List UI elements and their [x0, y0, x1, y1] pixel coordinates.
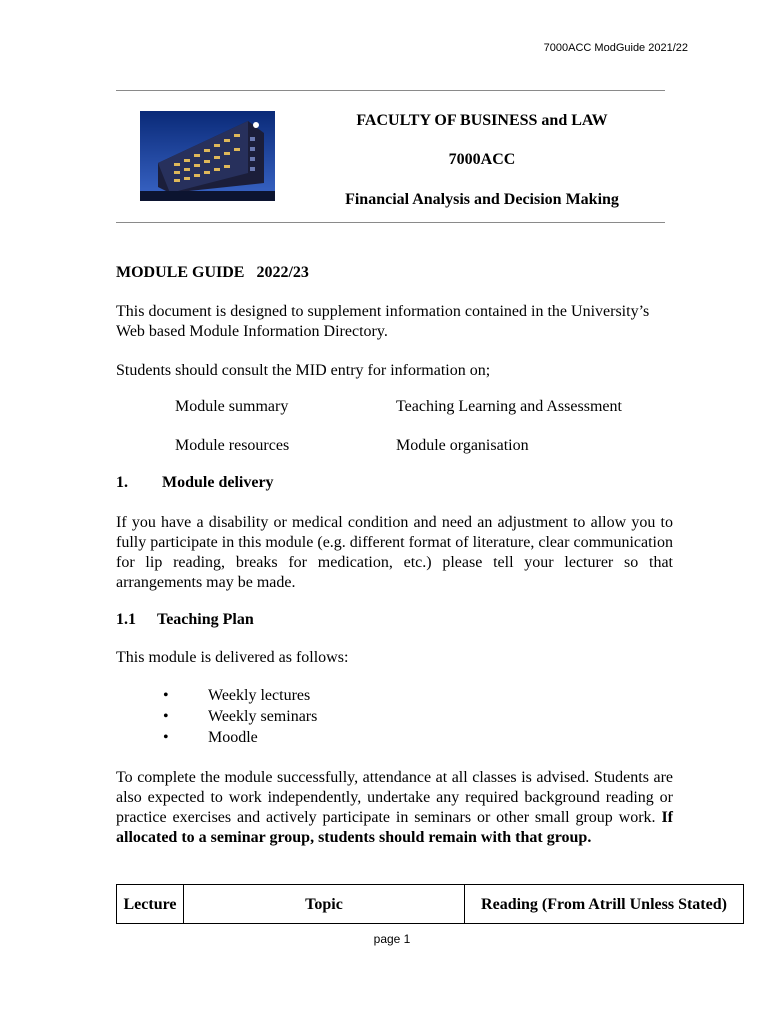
mid-item-module-resources: Module resources	[175, 437, 290, 454]
mid-item-module-organisation: Module organisation	[396, 437, 529, 454]
mid-item-teaching-learning: Teaching Learning and Assessment	[396, 398, 622, 415]
section-1-1-title: Teaching Plan	[157, 611, 254, 628]
table-header-topic: Topic	[184, 885, 465, 924]
section-1-1-number: 1.1	[116, 611, 136, 628]
module-name: Financial Analysis and Decision Making	[345, 191, 619, 208]
bullet-weekly-lectures: Weekly lectures	[208, 687, 311, 704]
page-number: page 1	[373, 932, 411, 946]
module-guide-heading: MODULE GUIDE 2022/23	[116, 264, 309, 281]
bullet-dot: •	[163, 687, 169, 704]
module-code: 7000ACC	[448, 151, 516, 168]
top-rule	[116, 90, 665, 91]
faculty-title: FACULTY OF BUSINESS and LAW	[356, 112, 608, 129]
table-header-row	[117, 885, 744, 924]
reading-table	[116, 884, 744, 924]
table-header-lecture: Lecture	[117, 885, 184, 924]
bullet-weekly-seminars: Weekly seminars	[208, 708, 318, 725]
seminar-group-note: If allocated to a seminar group, students should remain with that group.	[116, 809, 673, 846]
intro-paragraph: This document is designed to supplement information contained in the University’s Web based Module Information Directory.	[116, 303, 650, 340]
bullet-moodle: Moodle	[208, 729, 258, 746]
consult-paragraph: Students should consult the MID entry for information on;	[116, 362, 491, 379]
section-1-title: Module delivery	[162, 474, 274, 491]
delivered-paragraph: This module is delivered as follows:	[116, 649, 349, 666]
table-header-reading: Reading (From Atrill Unless Stated)	[465, 885, 744, 924]
mid-item-module-summary: Module summary	[175, 398, 289, 415]
attendance-text: To complete the module successfully, attendance at all classes is advised. Students are also expected to work independently, undertake any required background reading or practice exercises and actively participate in seminars or other small group work.	[116, 769, 673, 826]
bottom-rule	[116, 222, 665, 223]
bullet-dot: •	[163, 708, 169, 725]
document-header-code: 7000ACC ModGuide 2021/22	[543, 42, 688, 54]
building-photo	[140, 111, 275, 201]
section-1-number: 1.	[116, 474, 128, 491]
bullet-dot: •	[163, 729, 169, 746]
attendance-paragraph	[116, 768, 673, 848]
disability-paragraph: If you have a disability or medical condition and need an adjustment to allow you to fully participate in this module (e.g. different format of literature, clear communication for lip reading, breaks for medication, etc.) please tell your lecturer so that arrangements may be made.	[116, 514, 673, 591]
